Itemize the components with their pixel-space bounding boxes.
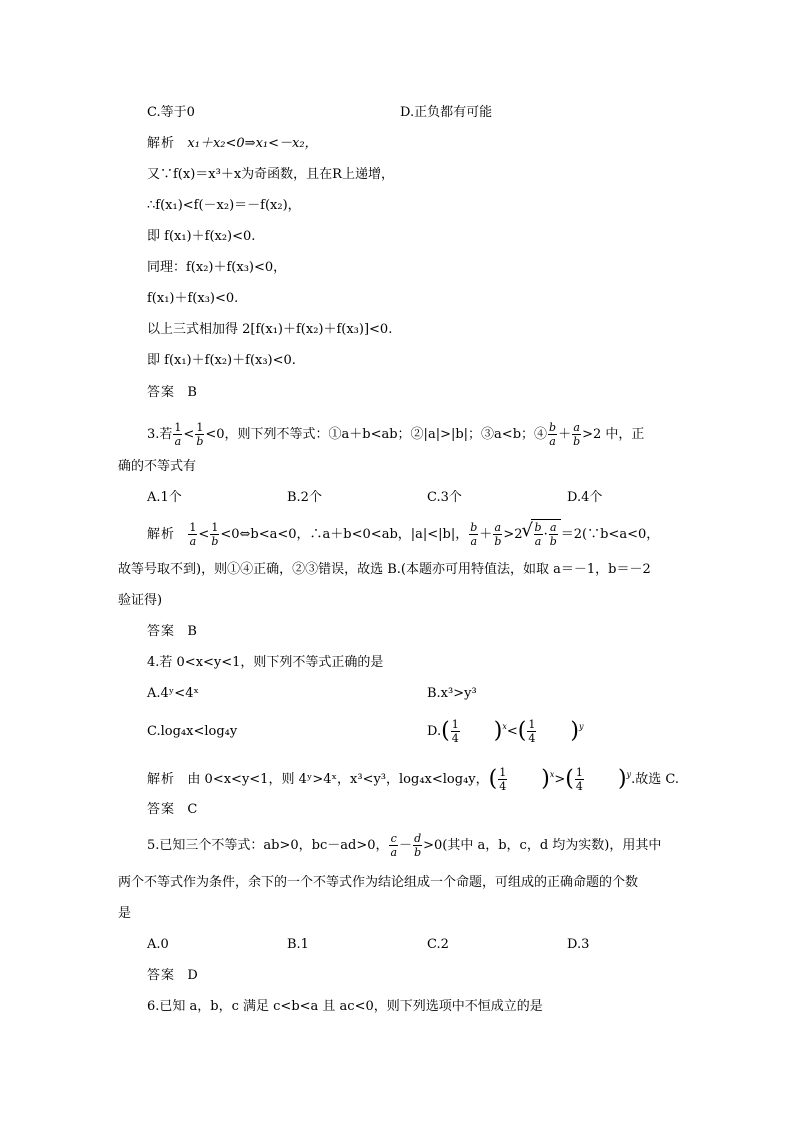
q5-option-a: A.0 xyxy=(147,937,169,952)
analysis-text-end: .故选 C. xyxy=(631,772,679,787)
answer-value: D xyxy=(187,968,198,983)
q6-stem: 6.已知 a，b，c 满足 c<b<a 且 ac<0，则下列选项中不恒成立的是 xyxy=(147,999,543,1014)
q5-answer xyxy=(147,967,198,985)
q3-stem: 3.若 $\frac{1}{a}$ < $\frac{1}{b}$ <0，则下列不等式：①a＋b<ab；②|a|>|b|；③a<b；④ $\frac{b}{a}$ ＋ $\frac{a}{b}$ >2 中，正 xyxy=(147,421,645,448)
q3-answer xyxy=(147,623,197,641)
q5-option-d: D.3 xyxy=(567,937,590,952)
q4-option-d-prefix: D. xyxy=(427,724,442,739)
fraction-1-over-4: $\frac{1}{4}$ xyxy=(575,766,583,793)
analysis-text: 由 0<x<y<1，则 4ʸ>4ˣ，x³<y³，log₄x<log₄y， xyxy=(187,772,489,787)
answer-label: 答案 xyxy=(147,385,176,400)
q2-option-c: C.等于0 xyxy=(147,105,195,120)
fraction-a-over-b: $\frac{a}{b}$ xyxy=(549,521,557,548)
fraction-1-over-a: $\frac{1}{a}$ xyxy=(189,521,197,548)
answer-label: 答案 xyxy=(147,624,176,639)
q5-option-c: C.2 xyxy=(427,937,449,952)
q2-analysis-line: 即 f(x₁)＋f(x₂)＋f(x₃)<0. xyxy=(147,353,296,368)
q5-stem: 5.已知三个不等式：ab>0，bc－ad>0， $\frac{c}{a}$ － $\frac{d}{b}$ >0(其中 a，b，c，d 均为实数)，用其中 xyxy=(147,832,662,859)
fraction-1-over-b: $\frac{1}{b}$ xyxy=(211,521,219,548)
fraction-1-over-4: $\frac{1}{4}$ xyxy=(451,718,459,745)
answer-value: B xyxy=(187,624,197,639)
q2-analysis-line: ∴f(x₁)<f(－x₂)＝－f(x₂)， xyxy=(147,198,301,213)
q2-analysis-line: 同理：f(x₂)＋f(x₃)<0， xyxy=(147,260,287,275)
q3-option-a: A.1个 xyxy=(147,490,182,505)
fraction-1-over-4: $\frac{1}{4}$ xyxy=(499,766,507,793)
fraction-a-over-b: $\frac{a}{b}$ xyxy=(494,521,502,548)
sqrt-expression: √ $\frac{b}{a}$ · $\frac{a}{b}$ xyxy=(531,519,561,550)
q2-option-d: D.正负都有可能 xyxy=(400,105,493,120)
q2-analysis-line: 以上三式相加得 2[f(x₁)＋f(x₂)＋f(x₃)]<0. xyxy=(147,322,393,337)
q3-option-d: D.4个 xyxy=(567,490,603,505)
q2-answer xyxy=(147,384,197,402)
analysis-text: x₁＋x₂<0⇒x₁<－x₂， xyxy=(187,136,318,151)
q3-analysis-line: 验证得) xyxy=(118,593,163,608)
q2-analysis-line: 又∵f(x)＝x³＋x为奇函数，且在R上递增， xyxy=(147,167,394,182)
q5-stem-line3: 是 xyxy=(118,906,132,921)
analysis-label: 解析 xyxy=(147,136,176,151)
q4-option-c: C.log₄x<log₄y xyxy=(147,724,238,739)
fraction-b-over-a: $\frac{b}{a}$ xyxy=(549,421,557,448)
q2-analysis xyxy=(147,135,318,153)
q5-stem-text: 5.已知三个不等式：ab>0，bc－ad>0， xyxy=(147,838,389,853)
q5-stem-text-end: >0(其中 a，b，c，d 均为实数)，用其中 xyxy=(423,838,662,853)
q4-answer xyxy=(147,801,197,819)
q3-stem-text: <0，则下列不等式：①a＋b<ab；②|a|>|b|；③a<b；④ xyxy=(205,427,548,442)
q2-analysis-line: f(x₁)＋f(x₃)<0. xyxy=(147,291,239,306)
q3-stem-line2: 确的不等式有 xyxy=(118,459,197,474)
fraction-a-over-b: $\frac{a}{b}$ xyxy=(573,421,581,448)
fraction-c-over-a: $\frac{c}{a}$ xyxy=(390,832,398,859)
answer-label: 答案 xyxy=(147,802,176,817)
analysis-label: 解析 xyxy=(147,527,176,542)
q3-stem-end: >2 中，正 xyxy=(582,427,645,442)
answer-value: C xyxy=(187,802,198,817)
q5-option-b: B.1 xyxy=(287,937,309,952)
q4-option-d: D.( $\frac{1}{4}$ )$^x$<( $\frac{1}{4}$ )$^y$ xyxy=(427,718,584,745)
fraction-1-over-a: $\frac{1}{a}$ xyxy=(174,421,182,448)
q2-analysis-line: 即 f(x₁)＋f(x₂)<0. xyxy=(147,229,256,244)
answer-label: 答案 xyxy=(147,968,176,983)
q3-number: 3.若 xyxy=(147,427,173,442)
answer-value: B xyxy=(187,385,197,400)
q4-stem: 4.若 0<x<y<1，则下列不等式正确的是 xyxy=(147,655,384,670)
fraction-b-over-a: $\frac{b}{a}$ xyxy=(470,521,478,548)
analysis-text-end: ＝2(∵b<a<0， xyxy=(560,527,660,542)
fraction-b-over-a: √ $\frac{b}{a}$ xyxy=(534,521,542,548)
analysis-text: <0⇔b<a<0，∴a＋b<0<ab，|a|<|b|， xyxy=(220,527,469,542)
q3-option-c: C.3个 xyxy=(427,490,462,505)
fraction-1-over-b: $\frac{1}{b}$ xyxy=(196,421,204,448)
fraction-1-over-4: $\frac{1}{4}$ xyxy=(528,718,536,745)
q3-analysis: 解析 $\frac{1}{a}$ < $\frac{1}{b}$ <0⇔b<a<0，∴a＋b<0<ab，|a|<|b|， $\frac{b}{a}$ ＋ $\frac{a}{b}$ >2 √ $\frac{b}{a}$ · $\frac{a}{b}$ ＝2(∵b<a<0， xyxy=(147,519,659,550)
q4-option-a: A.4ʸ<4ˣ xyxy=(147,686,199,701)
q5-stem-line2: 两个不等式作为条件，余下的一个不等式作为结论组成一个命题，可组成的正确命题的个数 xyxy=(118,875,639,890)
q3-analysis-line: 故等号取不到)，则①④正确，②③错误，故选 B.(本题亦可用特值法，如取 a＝－1，b＝－2 xyxy=(118,562,651,577)
q3-option-b: B.2个 xyxy=(287,490,322,505)
fraction-d-over-b: $\frac{d}{b}$ xyxy=(414,832,422,859)
q4-analysis: 解析 由 0<x<y<1，则 4ʸ>4ˣ，x³<y³，log₄x<log₄y，( $\frac{1}{4}$ )$^x$>( $\frac{1}{4}$ )$^y$.故选 C. xyxy=(147,766,679,793)
analysis-label: 解析 xyxy=(147,772,176,787)
q4-option-b: B.x³>y³ xyxy=(427,686,477,701)
